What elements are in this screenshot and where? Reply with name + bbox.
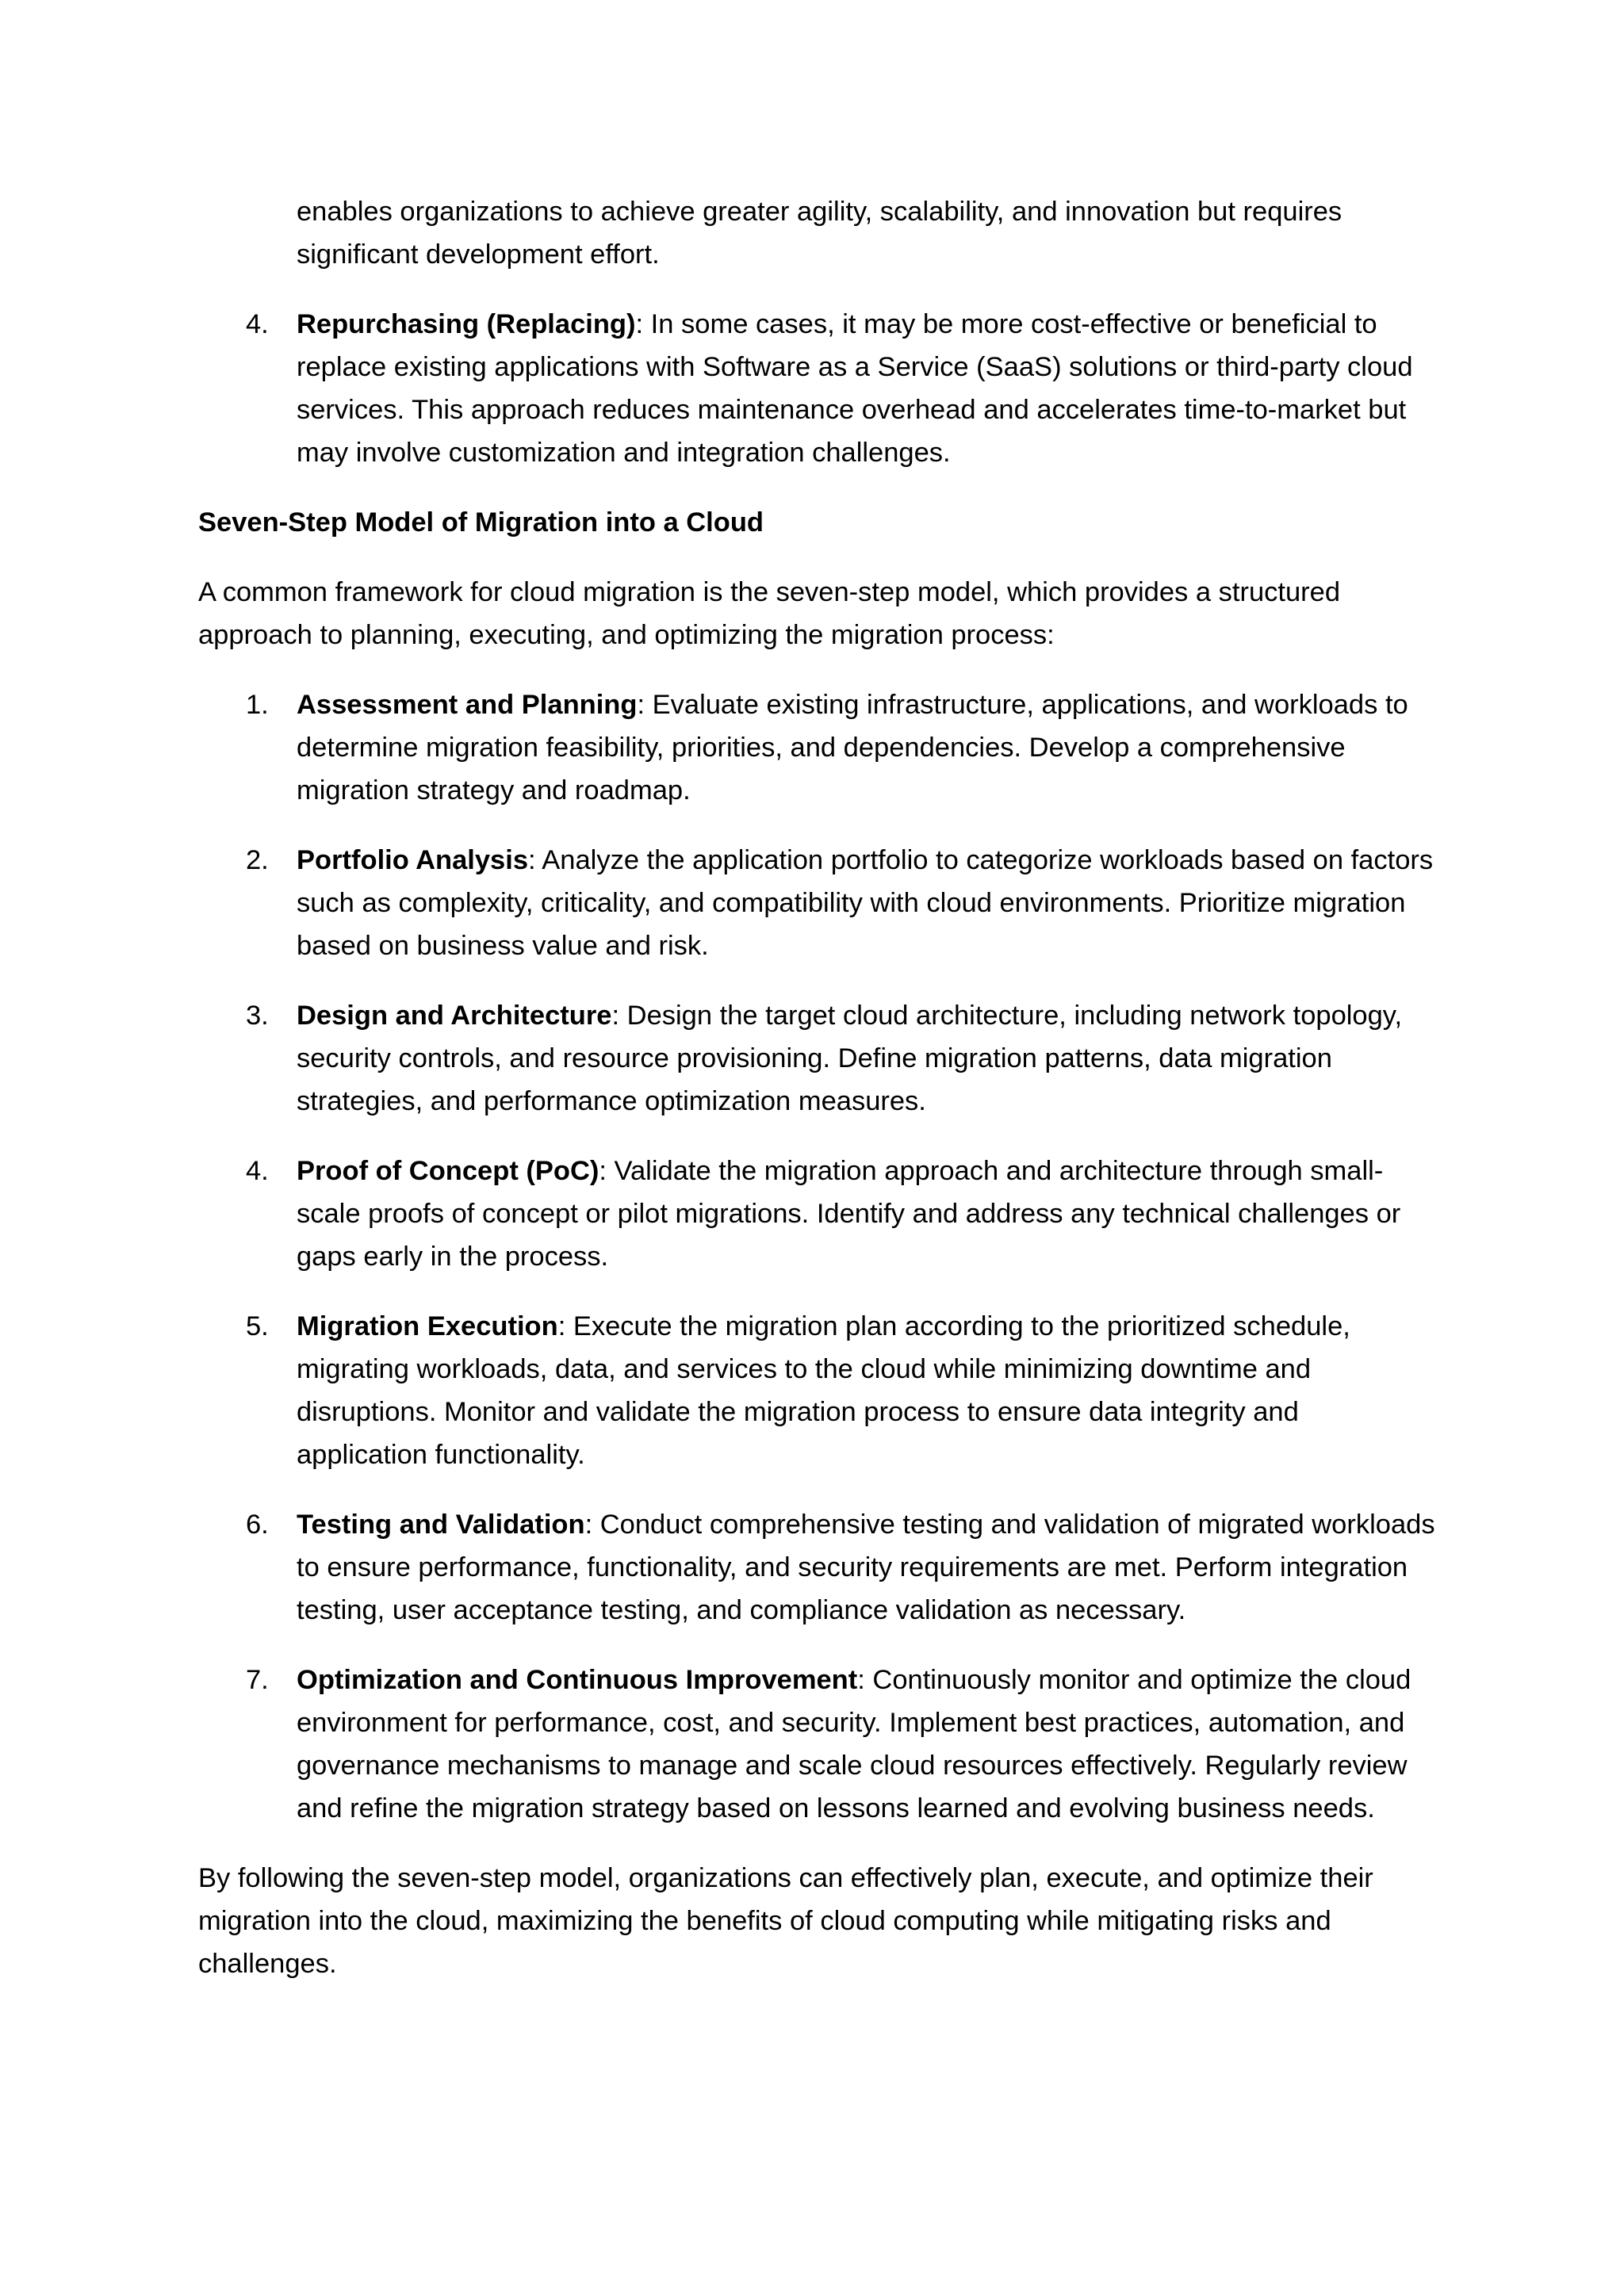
list-number: 7. bbox=[246, 1665, 269, 1695]
list-item-repurchasing bbox=[198, 303, 1435, 474]
list-item-step-4 bbox=[198, 1150, 1435, 1278]
list-item-text: : Conduct comprehensive testing and validation of migrated workloads to ensure performance, functionality, and security requirements are met. Perform integration testing, user acceptance testing, and compliance validation as necessary. bbox=[297, 1510, 1435, 1625]
section-heading: Seven-Step Model of Migration into a Cloud bbox=[198, 507, 764, 538]
list-number: 2. bbox=[246, 845, 269, 875]
list-item-text: : Analyze the application portfolio to categorize workloads based on factors such as complexity, criticality, and compatibility with cloud environments. Prioritize migration based on business value and risk. bbox=[297, 845, 1434, 961]
list-item-text: : In some cases, it may be more cost-effective or beneficial to replace existing applications with Software as a Service (SaaS) solutions or third-party cloud services. This approach reduces maintenance overhead and accelerates time-to-market but may involve customization and integration challenges. bbox=[297, 309, 1413, 468]
list-item-step-7 bbox=[198, 1659, 1435, 1830]
section-intro: A common framework for cloud migration is the seven-step model, which provides a structured approach to planning, executing, and optimizing the migration process: bbox=[198, 577, 1341, 650]
list-item-title: Proof of Concept (PoC) bbox=[297, 1156, 599, 1186]
list-item-text: : Execute the migration plan according to the prioritized schedule, migrating workloads, data, and services to the cloud while minimizing downtime and disruptions. Monitor and validate the migration process to ensure data integrity and application functionality. bbox=[297, 1311, 1350, 1470]
list-item-title: Testing and Validation bbox=[297, 1510, 585, 1540]
list-item-text: : Continuously monitor and optimize the cloud environment for performance, cost, and security. Implement best practices, automation, and governance mechanisms to manage and scale cloud resources effectively. Regularly review and refine the migration strategy based on lessons learned and evolving business needs. bbox=[297, 1665, 1411, 1823]
list-item-step-6 bbox=[198, 1503, 1435, 1632]
list-item-text: : Validate the migration approach and architecture through small-scale proofs of concept or pilot migrations. Identify and address any technical challenges or gaps early in the process. bbox=[297, 1156, 1401, 1272]
list-item-text: : Evaluate existing infrastructure, applications, and workloads to determine migration feasibility, priorities, and dependencies. Develop a comprehensive migration strategy and roadmap. bbox=[297, 690, 1408, 806]
list-item-title: Repurchasing (Replacing) bbox=[297, 309, 636, 339]
list-item-title: Assessment and Planning bbox=[297, 690, 638, 720]
list-item-title: Optimization and Continuous Improvement bbox=[297, 1665, 858, 1695]
list-item-text: : Design the target cloud architecture, including network topology, security controls, and resource provisioning. Define migration patterns, data migration strategies, and performance optimization measures. bbox=[297, 1001, 1403, 1116]
list-number: 1. bbox=[246, 690, 269, 720]
list-number: 4. bbox=[246, 1156, 269, 1186]
document-page bbox=[198, 190, 1435, 1985]
list-item-step-2 bbox=[198, 839, 1435, 967]
list-item-step-3 bbox=[198, 994, 1435, 1123]
list-item-title: Portfolio Analysis bbox=[297, 845, 529, 875]
list-number: 3. bbox=[246, 1001, 269, 1031]
list-number: 5. bbox=[246, 1311, 269, 1341]
list-item-title: Design and Architecture bbox=[297, 1001, 612, 1031]
intro-continuation: enables organizations to achieve greater agility, scalability, and innovation but requires significant development effort. bbox=[297, 197, 1342, 270]
conclusion-paragraph: By following the seven-step model, organizations can effectively plan, execute, and optimize their migration into the cloud, maximizing the benefits of cloud computing while mitigating risks and challenges. bbox=[198, 1863, 1373, 1979]
list-item-step-1 bbox=[198, 683, 1435, 812]
list-item-title: Migration Execution bbox=[297, 1311, 558, 1341]
list-number: 4. bbox=[246, 309, 269, 339]
list-number: 6. bbox=[246, 1510, 269, 1540]
list-item-step-5 bbox=[198, 1305, 1435, 1476]
